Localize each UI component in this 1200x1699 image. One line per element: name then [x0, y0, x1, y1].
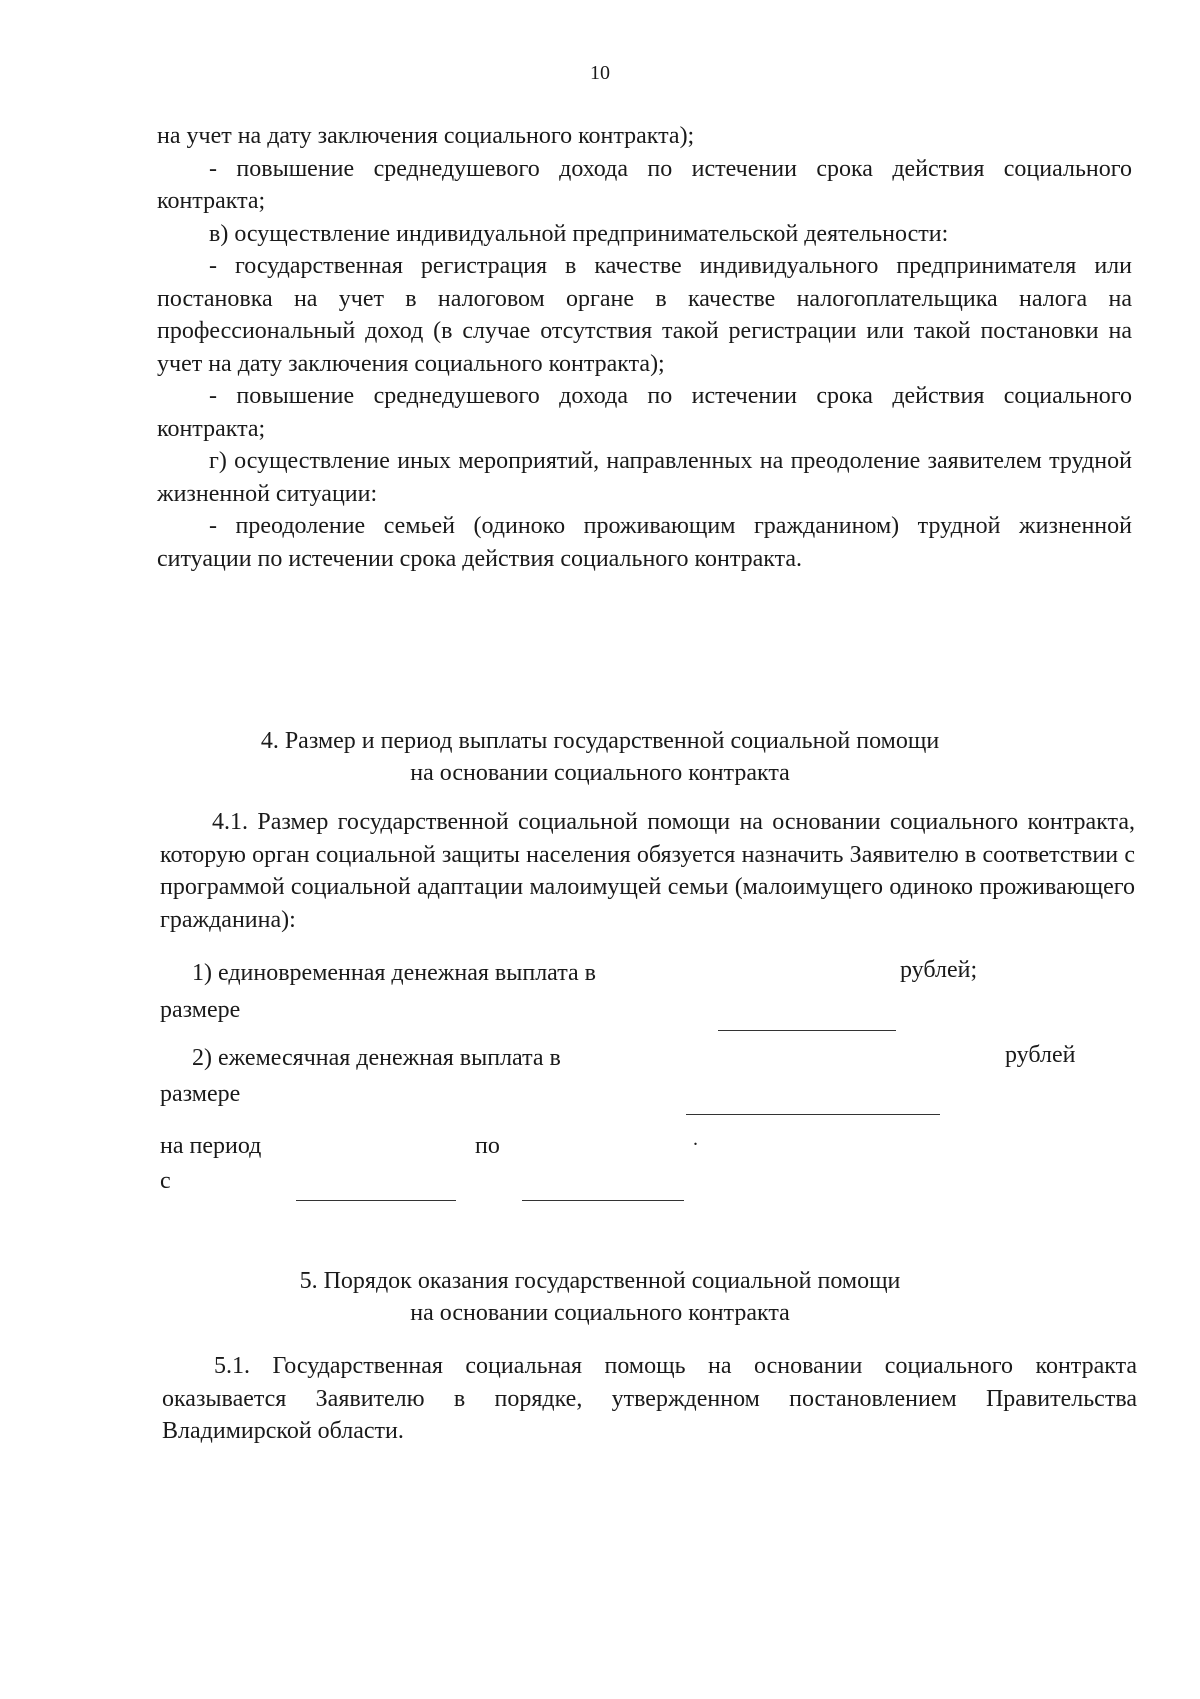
- item1-unit: рублей;: [900, 957, 978, 983]
- section4-heading-line2: на основании социального контракта: [410, 760, 790, 786]
- section5-heading: [0, 1265, 1200, 1329]
- period-end-dot: .: [693, 1128, 698, 1150]
- paragraph-5-1: 5.1. Государственная социальная помощь на основании социального контракта оказывается Заявителю в порядке, утвержденном постановлением Правительства Владимирской области.: [162, 1353, 1137, 1444]
- paragraph: - повышение среднедушевого дохода по истечении срока действия социального контракта;: [157, 155, 1132, 214]
- paragraph: на учет на дату заключения социального контракта);: [157, 123, 695, 149]
- paragraph: - государственная регистрация в качестве индивидуального предпринимателя или постановка на учет в налоговом органе в качестве налогоплательщика налога на профессиональный доход (в случае отсутствия такой регистрации или такой постановки на учет на дату заключения социального контракта);: [157, 253, 1132, 377]
- item2-text: 2) ежемесячная денежная выплата в: [192, 1045, 561, 1071]
- item2-word: размере: [160, 1081, 241, 1107]
- paragraph: - повышение среднедушевого дохода по истечении срока действия социального контракта;: [157, 383, 1132, 442]
- section4-heading: [0, 725, 1200, 789]
- paragraph: г) осуществление иных мероприятий, направленных на преодоление заявителем трудной жизненной ситуации:: [157, 448, 1132, 507]
- period-to-label: по: [475, 1133, 500, 1159]
- section5-heading-line1: 5. Порядок оказания государственной социальной помощи: [299, 1268, 901, 1294]
- paragraph: в) осуществление индивидуальной предпринимательской деятельности:: [209, 220, 949, 247]
- item2-unit: рублей: [1005, 1042, 1076, 1068]
- item1-amount-blank[interactable]: [718, 1030, 896, 1031]
- paragraph: - преодоление семьей (одиноко проживающим гражданином) трудной жизненной ситуации по истечении срока действия социального контракта.: [157, 513, 1132, 572]
- section3-continuation: [157, 120, 1132, 575]
- period-end-blank[interactable]: [522, 1200, 684, 1201]
- paragraph-4-1: 4.1. Размер государственной социальной помощи на основании социального контракта, которую орган социальной защиты населения обязуется назначить Заявителю в соответствии с программой социальной адаптации малоимущей семьи (малоимущего одиноко проживающего гражданина):: [160, 809, 1135, 933]
- period-label: на период: [160, 1133, 262, 1159]
- item1-word: размере: [160, 997, 241, 1023]
- section5-heading-line2: на основании социального контракта: [410, 1300, 790, 1326]
- period-start-blank[interactable]: [296, 1200, 456, 1201]
- section4-heading-line1: 4. Размер и период выплаты государственной социальной помощи: [260, 728, 940, 754]
- page-number: 10: [590, 62, 610, 84]
- period-from-label: с: [160, 1168, 171, 1194]
- item2-amount-blank[interactable]: [686, 1114, 940, 1115]
- item1-text: 1) единовременная денежная выплата в: [192, 960, 596, 986]
